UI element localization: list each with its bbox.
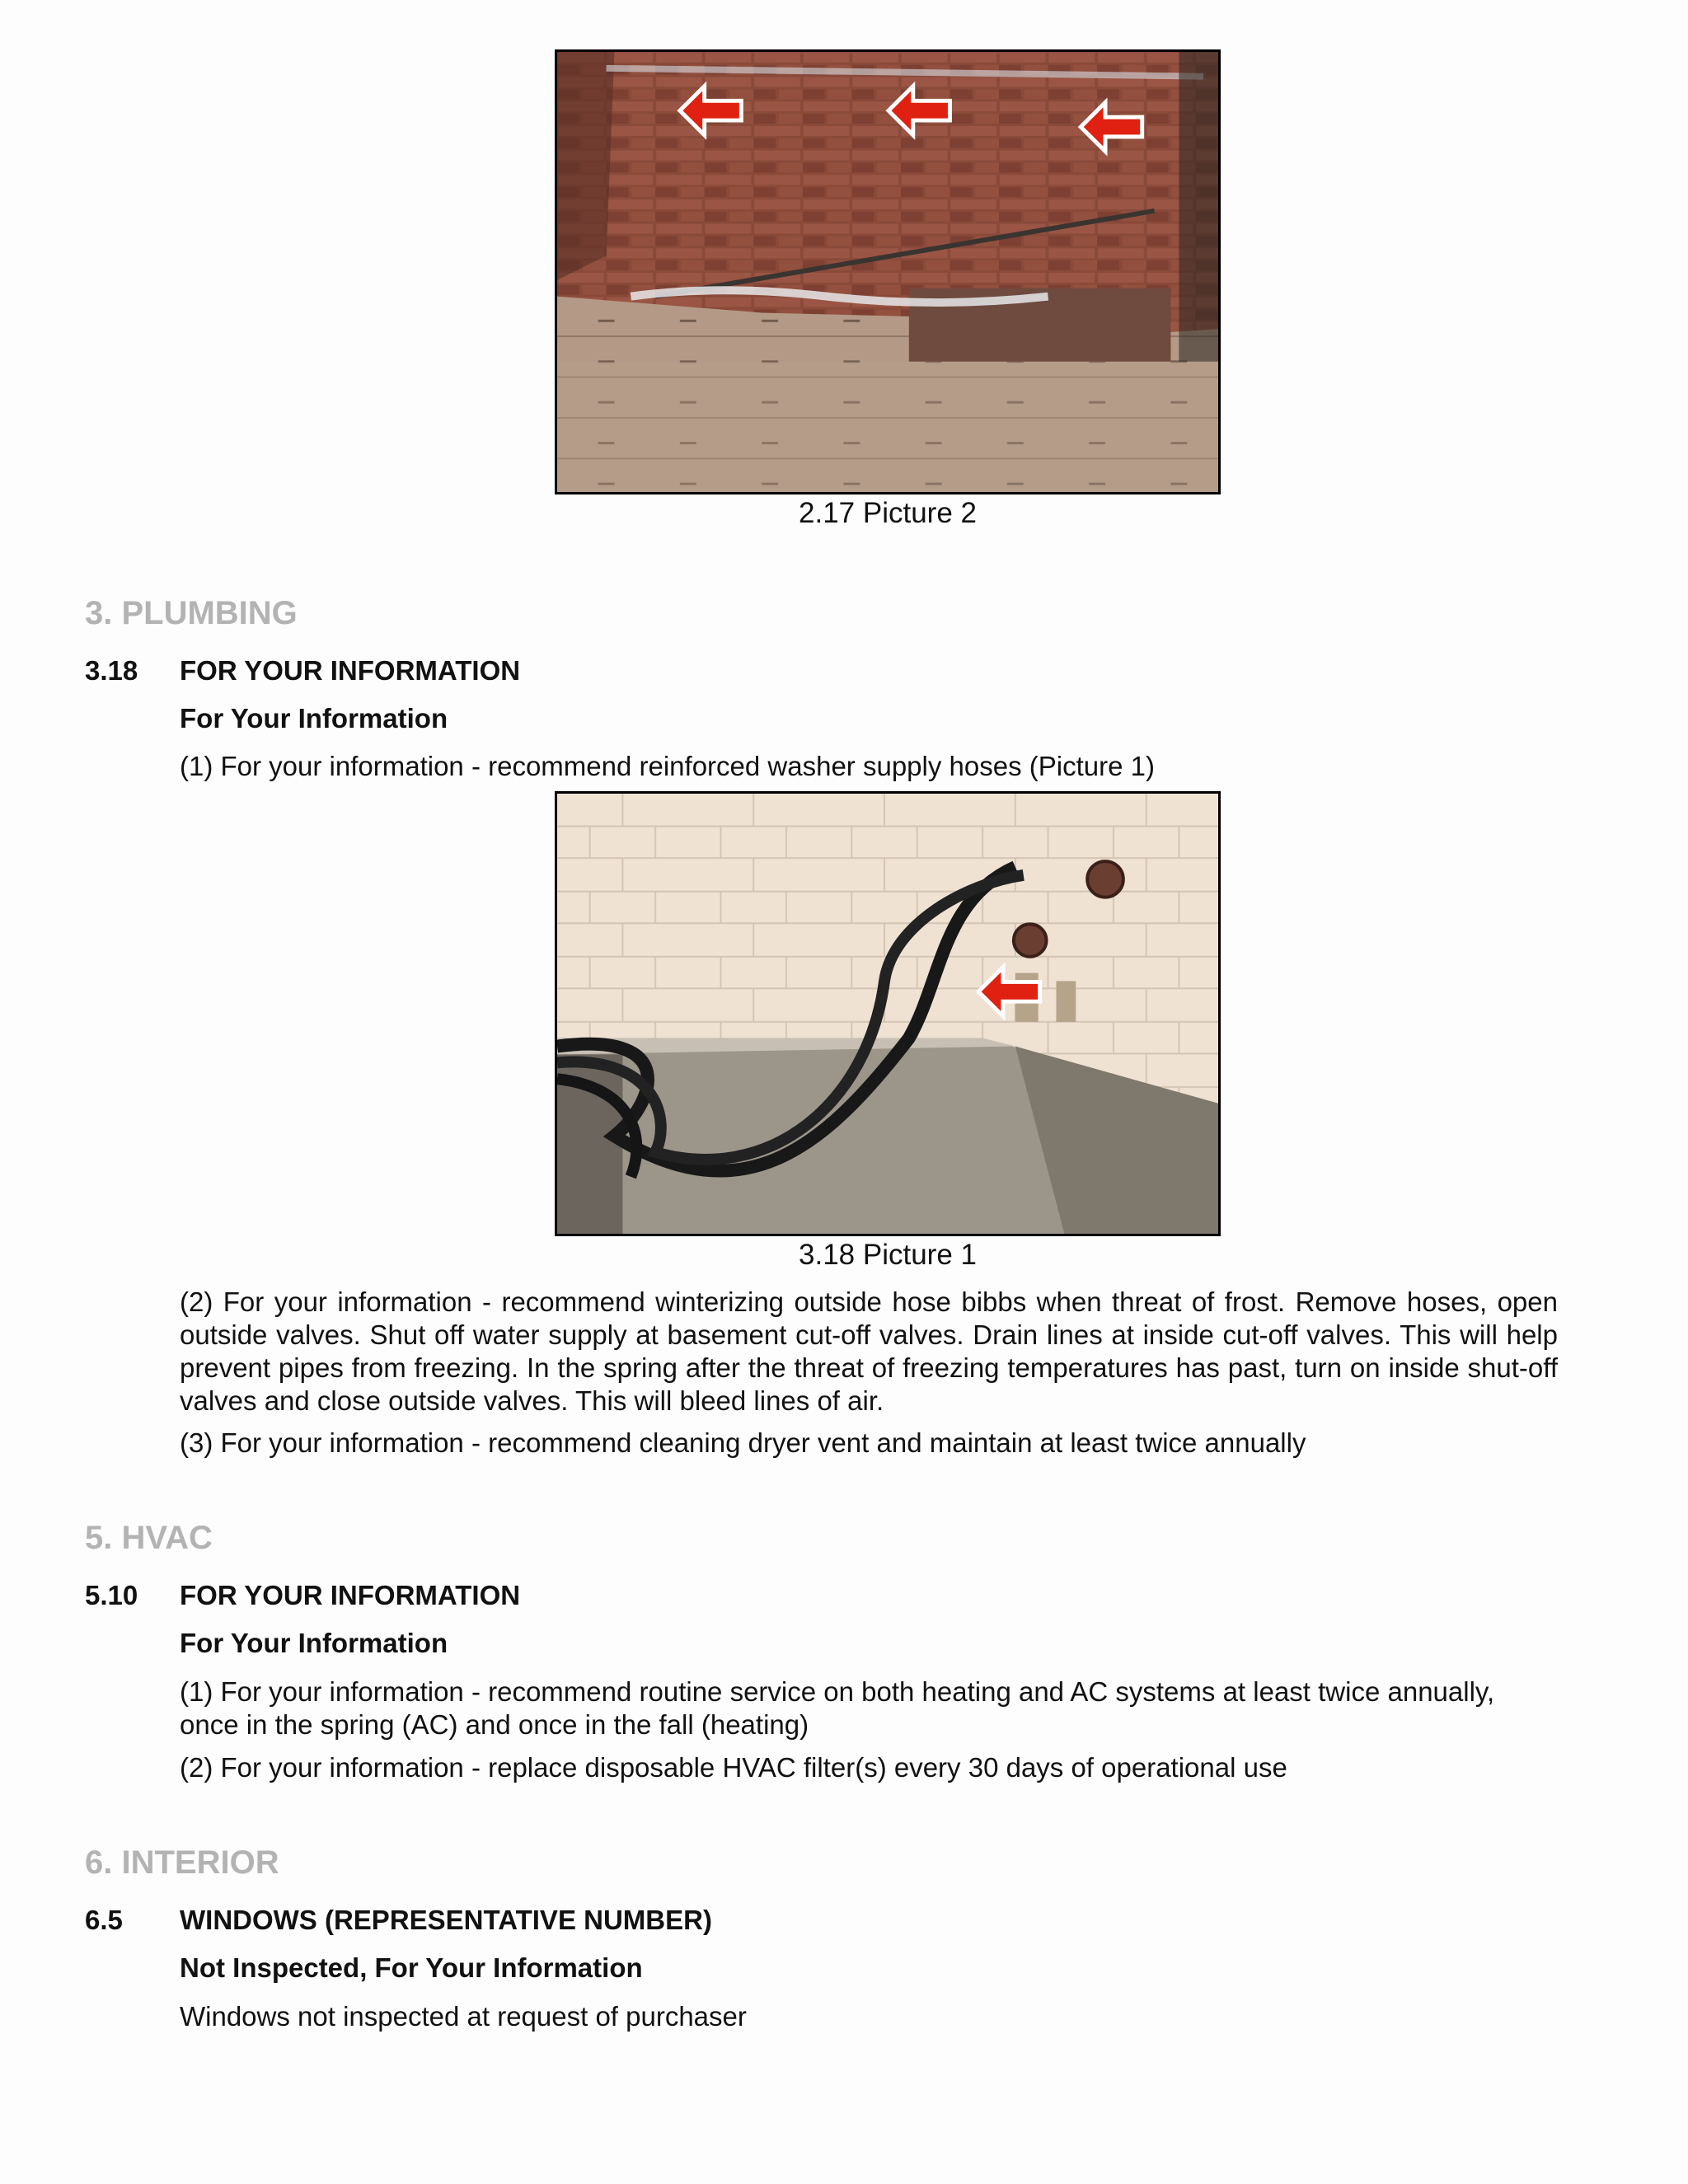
paragraph: Windows not inspected at request of purchaser <box>180 2001 747 2032</box>
item-title: FOR YOUR INFORMATION <box>180 1580 521 1610</box>
paragraph: (3) For your information - recommend cleaning dryer vent and maintain at least twice annually <box>180 1427 1306 1458</box>
item-title: FOR YOUR INFORMATION <box>180 655 521 686</box>
item-status: For Your Information <box>180 1628 448 1658</box>
figure-caption: 3.18 Picture 1 <box>799 1239 977 1271</box>
section-title: 6. INTERIOR <box>85 1844 279 1881</box>
washer-hoses-photo <box>555 791 1221 1236</box>
paragraph: (2) For your information - replace disposable HVAC filter(s) every 30 days of operational use <box>180 1752 1287 1783</box>
item-status: For Your Information <box>180 703 448 733</box>
figure-caption: 2.17 Picture 2 <box>799 497 977 529</box>
item-number: 5.10 <box>85 1580 138 1610</box>
chimney-photo <box>555 49 1221 494</box>
section-title: 5. HVAC <box>85 1520 213 1556</box>
paragraph: (1) For your information - recommend reinforced washer supply hoses (Picture 1) <box>180 751 1155 781</box>
item-number: 3.18 <box>85 655 138 686</box>
item-number: 6.5 <box>85 1905 123 1935</box>
paragraph: (2) For your information - recommend winterizing outside hose bibbs when threat of frost. Remove hoses, open outside valves. Shut off water supply at basement cut-off valves. Drain lines at inside cut-off valves. This will help prevent pipes from freezing. In the spring after the threat of freezing temperatures has past, turn on inside shut-off valves and close outside valves. This will bleed lines of air. <box>180 1286 1558 1416</box>
section-title: 3. PLUMBING <box>85 595 298 631</box>
item-status: Not Inspected, For Your Information <box>180 1952 643 1983</box>
item-title: WINDOWS (REPRESENTATIVE NUMBER) <box>180 1905 712 1935</box>
paragraph: (1) For your information - recommend routine service on both heating and AC systems at least twice annually, once in the spring (AC) and once in the fall (heating) <box>180 1676 1495 1740</box>
